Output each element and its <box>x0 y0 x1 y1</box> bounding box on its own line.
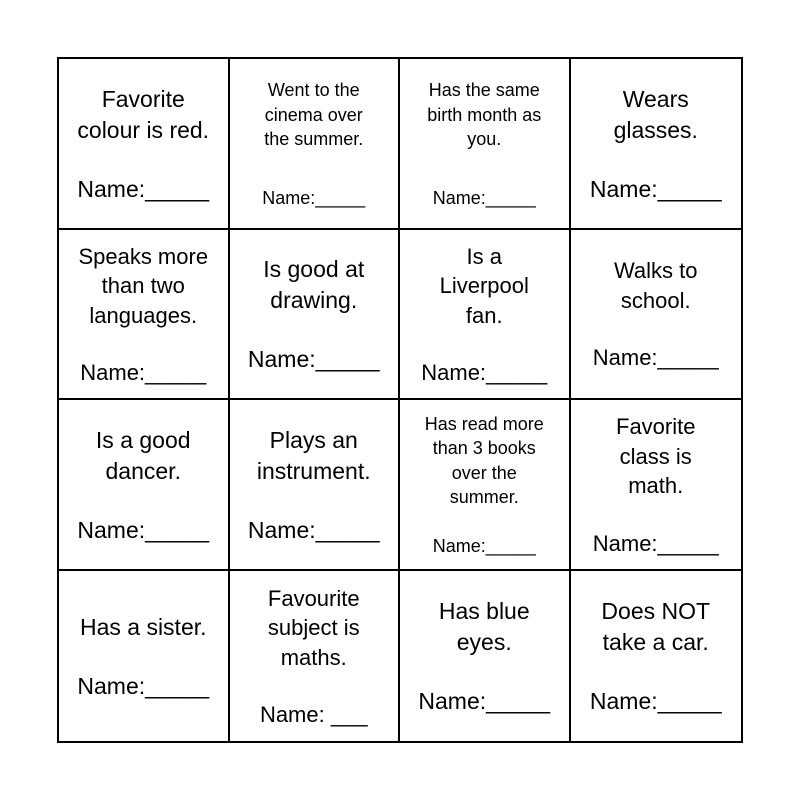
bingo-cell <box>571 400 742 571</box>
bingo-cell <box>230 571 401 742</box>
cell-prompt: Is good at drawing. <box>263 256 365 314</box>
bingo-cell <box>59 230 230 401</box>
name-blank: Name:_____ <box>77 672 210 699</box>
cell-prompt: Has a sister. <box>79 613 207 640</box>
cell-prompt: Went to the cinema over the summer. <box>264 80 364 149</box>
name-blank: Name:_____ <box>77 516 210 543</box>
bingo-cell <box>59 400 230 571</box>
bingo-cell <box>59 571 230 742</box>
cell-prompt: Is a good dancer. <box>95 426 191 484</box>
name-blank: Name:_____ <box>262 187 366 208</box>
cell-prompt: Walks to school. <box>613 258 698 313</box>
cell-prompt: Favourite subject is maths. <box>267 585 360 670</box>
name-blank: Name: ___ <box>259 702 368 727</box>
name-blank: Name:_____ <box>80 360 207 385</box>
cell-prompt: Does NOT take a car. <box>601 598 711 656</box>
name-blank: Name:_____ <box>589 688 722 715</box>
bingo-cell <box>230 230 401 401</box>
bingo-cell <box>571 571 742 742</box>
bingo-cell <box>400 59 571 230</box>
bingo-grid <box>57 57 743 743</box>
name-blank: Name:_____ <box>432 187 536 208</box>
bingo-cell <box>400 400 571 571</box>
bingo-cell <box>571 230 742 401</box>
name-blank: Name:_____ <box>589 175 722 202</box>
cell-prompt: Has blue eyes. <box>438 598 530 656</box>
bingo-cell <box>59 59 230 230</box>
cell-prompt: Plays an instrument. <box>256 426 371 484</box>
name-blank: Name:_____ <box>77 175 210 202</box>
cell-prompt: Favorite colour is red. <box>77 85 210 143</box>
cell-prompt: Wears glasses. <box>613 85 698 143</box>
name-blank: Name:_____ <box>432 535 536 556</box>
bingo-cell <box>571 59 742 230</box>
cell-prompt: Speaks more than two languages. <box>78 243 209 328</box>
name-blank: Name:_____ <box>418 688 551 715</box>
cell-prompt: Is a Liverpool fan. <box>439 243 529 328</box>
cell-prompt: Has read more than 3 books over the summer. <box>424 413 544 508</box>
bingo-cell <box>230 400 401 571</box>
bingo-cell <box>230 59 401 230</box>
name-blank: Name:_____ <box>247 346 380 373</box>
name-blank: Name:_____ <box>592 345 719 371</box>
name-blank: Name:_____ <box>421 360 548 385</box>
bingo-cell <box>400 230 571 401</box>
name-blank: Name:_____ <box>247 516 380 543</box>
bingo-cell <box>400 571 571 742</box>
cell-prompt: Has the same birth month as you. <box>427 80 542 149</box>
cell-prompt: Favorite class is math. <box>616 414 696 498</box>
name-blank: Name:_____ <box>592 530 719 556</box>
